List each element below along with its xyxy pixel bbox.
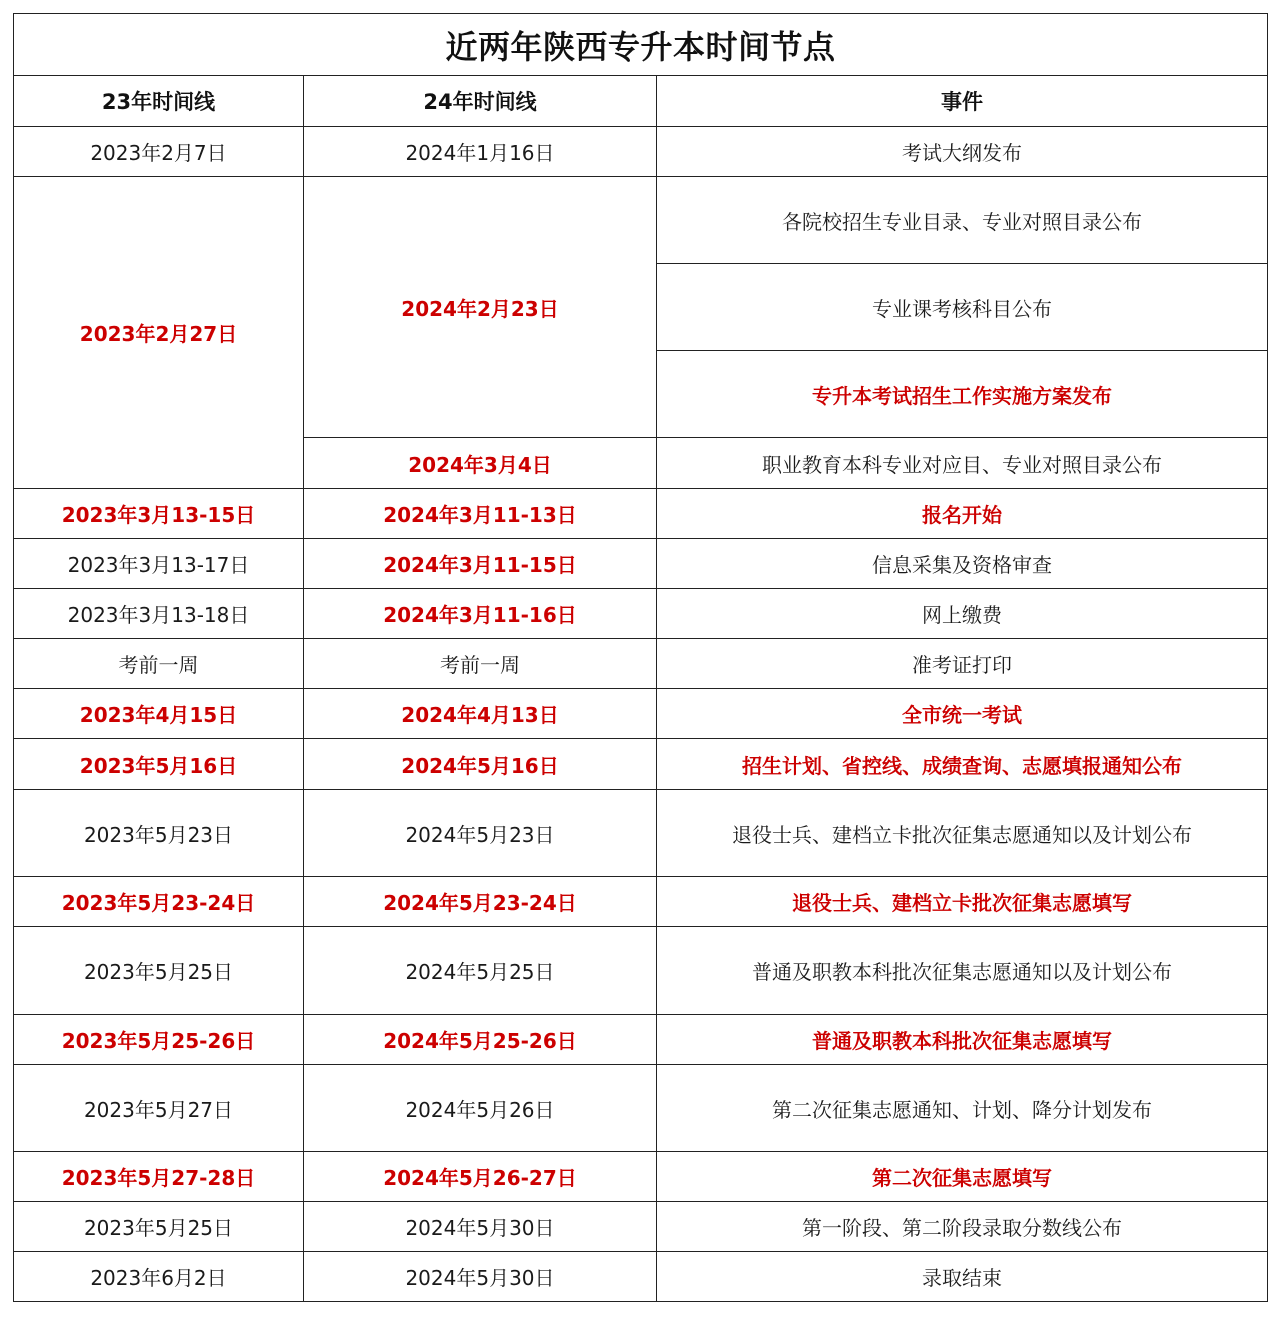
event-cell: 第二次征集志愿通知、计划、降分计划发布 <box>657 1065 1268 1152</box>
table-row <box>14 1065 1268 1152</box>
date-2024-cell: 2024年5月25日 <box>304 927 657 1015</box>
date-2024-cell: 考前一周 <box>304 639 657 689</box>
date-2023-cell: 2023年5月25日 <box>14 1202 304 1252</box>
date-2024-cell: 2024年4月13日 <box>304 689 657 739</box>
table-row <box>14 927 1268 1015</box>
table-row <box>14 1015 1268 1065</box>
timeline-sheet <box>13 13 1268 1302</box>
date-2023-cell: 2023年2月7日 <box>14 127 304 177</box>
event-cell: 第一阶段、第二阶段录取分数线公布 <box>657 1202 1268 1252</box>
event-cell: 准考证打印 <box>657 639 1268 689</box>
date-2024-cell: 2024年5月26-27日 <box>304 1152 657 1202</box>
event-cell: 退役士兵、建档立卡批次征集志愿填写 <box>657 877 1268 927</box>
event-cell: 各院校招生专业目录、专业对照目录公布 <box>657 177 1268 264</box>
date-2024-cell: 2024年5月25-26日 <box>304 1015 657 1065</box>
date-2023-cell: 2023年5月23日 <box>14 790 304 877</box>
date-2024-cell: 2024年5月26日 <box>304 1065 657 1152</box>
table-row <box>14 1152 1268 1202</box>
event-cell: 普通及职教本科批次征集志愿填写 <box>657 1015 1268 1065</box>
date-2023-cell: 2023年4月15日 <box>14 689 304 739</box>
event-cell: 退役士兵、建档立卡批次征集志愿通知以及计划公布 <box>657 790 1268 877</box>
date-2023-cell: 2023年5月27日 <box>14 1065 304 1152</box>
table-row <box>14 589 1268 639</box>
date-2023-cell: 2023年5月23-24日 <box>14 877 304 927</box>
event-cell: 专业课考核科目公布 <box>657 264 1268 351</box>
table-row <box>14 177 1268 264</box>
date-2024-cell: 2024年2月23日 <box>304 177 657 438</box>
date-2024-cell: 2024年5月23-24日 <box>304 877 657 927</box>
date-2024-cell: 2024年3月11-13日 <box>304 489 657 539</box>
date-2023-cell: 考前一周 <box>14 639 304 689</box>
header-2024-timeline: 24年时间线 <box>304 76 657 127</box>
table-row <box>14 739 1268 790</box>
event-cell: 全市统一考试 <box>657 689 1268 739</box>
date-2024-cell: 2024年5月30日 <box>304 1202 657 1252</box>
date-2023-cell: 2023年2月27日 <box>14 177 304 489</box>
table-row <box>14 539 1268 589</box>
page-title: 近两年陕西专升本时间节点 <box>14 14 1268 76</box>
event-cell: 第二次征集志愿填写 <box>657 1152 1268 1202</box>
date-2023-cell: 2023年3月13-17日 <box>14 539 304 589</box>
table-row <box>14 639 1268 689</box>
event-cell: 报名开始 <box>657 489 1268 539</box>
event-cell: 普通及职教本科批次征集志愿通知以及计划公布 <box>657 927 1268 1015</box>
date-2023-cell: 2023年5月25日 <box>14 927 304 1015</box>
event-cell: 录取结束 <box>657 1252 1268 1302</box>
header-event: 事件 <box>657 76 1268 127</box>
event-cell: 网上缴费 <box>657 589 1268 639</box>
table-row <box>14 1252 1268 1302</box>
table-row <box>14 127 1268 177</box>
date-2024-cell: 2024年5月16日 <box>304 739 657 790</box>
header-2023-timeline: 23年时间线 <box>14 76 304 127</box>
table-row <box>14 1202 1268 1252</box>
date-2024-cell: 2024年3月11-15日 <box>304 539 657 589</box>
event-cell: 考试大纲发布 <box>657 127 1268 177</box>
table-row <box>14 689 1268 739</box>
header-row <box>14 76 1268 127</box>
date-2023-cell: 2023年5月27-28日 <box>14 1152 304 1202</box>
date-2023-cell: 2023年5月25-26日 <box>14 1015 304 1065</box>
date-2024-cell: 2024年5月23日 <box>304 790 657 877</box>
date-2023-cell: 2023年6月2日 <box>14 1252 304 1302</box>
event-cell: 信息采集及资格审查 <box>657 539 1268 589</box>
event-cell: 职业教育本科专业对应目、专业对照目录公布 <box>657 438 1268 489</box>
event-cell: 招生计划、省控线、成绩查询、志愿填报通知公布 <box>657 739 1268 790</box>
date-2024-cell: 2024年3月4日 <box>304 438 657 489</box>
table-row <box>14 790 1268 877</box>
date-2024-cell: 2024年1月16日 <box>304 127 657 177</box>
date-2023-cell: 2023年5月16日 <box>14 739 304 790</box>
date-2023-cell: 2023年3月13-18日 <box>14 589 304 639</box>
table-row <box>14 489 1268 539</box>
table-row <box>14 877 1268 927</box>
date-2024-cell: 2024年3月11-16日 <box>304 589 657 639</box>
date-2023-cell: 2023年3月13-15日 <box>14 489 304 539</box>
timeline-table <box>13 13 1268 1302</box>
title-row <box>14 14 1268 76</box>
date-2024-cell: 2024年5月30日 <box>304 1252 657 1302</box>
event-cell: 专升本考试招生工作实施方案发布 <box>657 351 1268 438</box>
